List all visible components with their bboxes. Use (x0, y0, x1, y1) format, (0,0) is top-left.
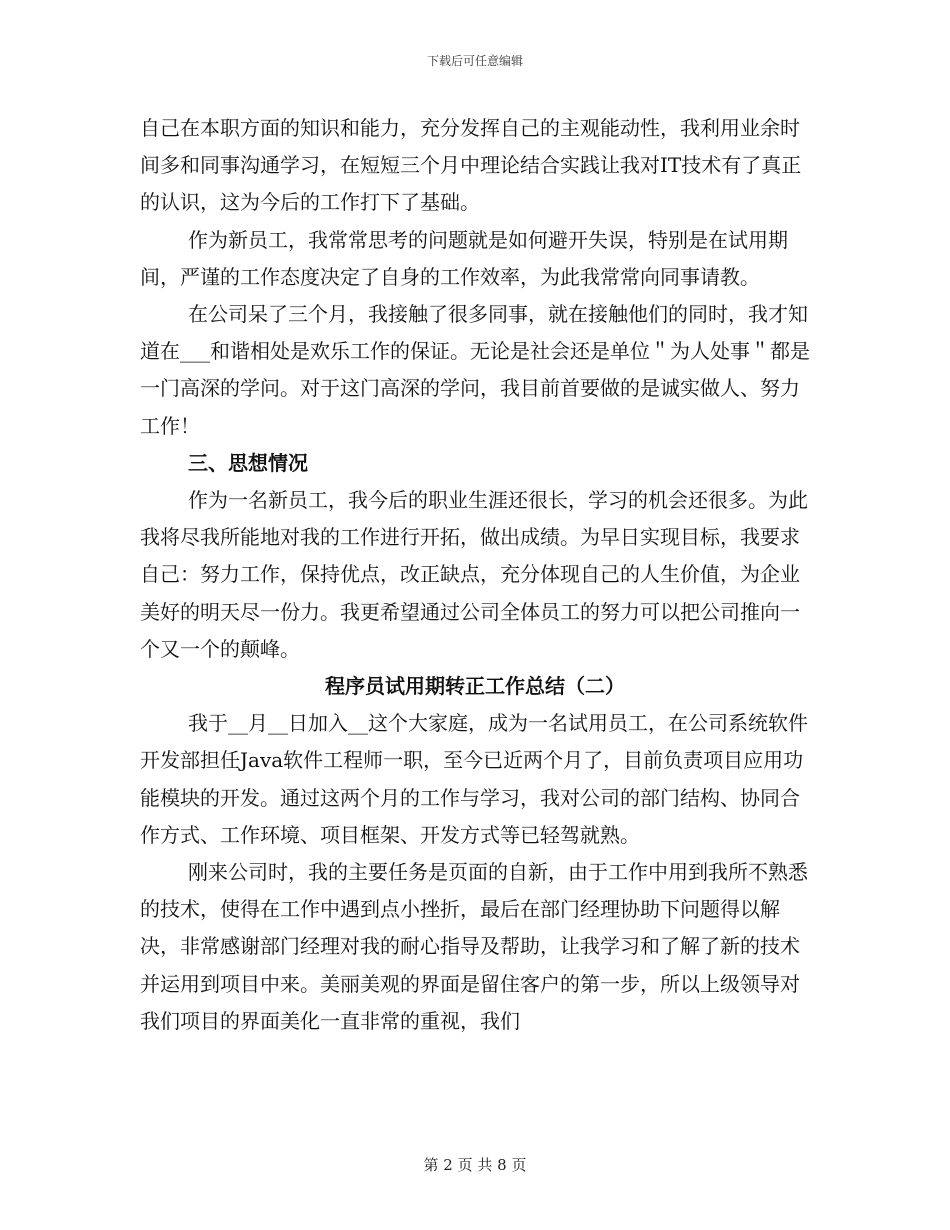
document-body (140, 110, 810, 1040)
paragraph-first-task: 刚来公司时，我的主要任务是页面的自新，由于工作中用到我所不熟悉的技术，使得在工作中遇到点小挫折，最后在部门经理协助下问题得以解决，非常感谢部门经理对我的耐心指导及帮助，让我学习和了解了新的技术并运用到项目中来。美丽美观的界面是留住客户的第一步，所以上级领导对我们项目的界面美化一直非常的重视，我们 (140, 860, 808, 1033)
paragraph-colleagues: 在公司呆了三个月，我接触了很多同事，就在接触他们的同时，我才知道在___和谐相处是欢乐工作的保证。无论是社会还是单位＂为人处事＂都是一门高深的学问。对于这门高深的学问，我目前首要做的是诚实做人、努力工作！ (140, 302, 810, 438)
paragraph-career: 作为一名新员工，我今后的职业生涯还很长，学习的机会还很多。为此我将尽我所能地对我的工作进行开拓，做出成绩。为早日实现目标，我要求自己：努力工作，保持优点，改正缺点，充分体现自己的人生价值，为企业美好的明天尽一份力。我更希望通过公司全体员工的努力可以把公司推向一个又一个的颠峰。 (140, 488, 808, 661)
page-footer: 第 2 页 共 8 页 (423, 1156, 527, 1174)
section-heading-thoughts: 三、思想情况 (188, 450, 308, 475)
paragraph-joining: 我于__月__日加入__这个大家庭，成为一名试用员工，在公司系统软件开发部担任Java软件工程师一职，至今已近两个月了，目前负责项目应用功能模块的开发。通过这两个月的工作与学习，我对公司的部门结构、协同合作方式、工作环境、项目框架、开发方式等已轻驾就熟。 (140, 711, 808, 847)
page-header: 下载后可任意编辑 (426, 54, 523, 68)
document-title-part-two: 程序员试用期转正工作总结（二） (325, 674, 625, 699)
paragraph-new-employee: 作为新员工，我常常思考的问题就是如何避开失误，特别是在试用期间，严谨的工作态度决定了自身的工作效率，为此我常常向同事请教。 (140, 227, 788, 289)
paragraph-continued: 自己在本职方面的知识和能力，充分发挥自己的主观能动性，我利用业余时间多和同事沟通学习，在短短三个月中理论结合实践让我对IT技术有了真正的认识，这为今后的工作打下了基础。 (140, 116, 802, 215)
